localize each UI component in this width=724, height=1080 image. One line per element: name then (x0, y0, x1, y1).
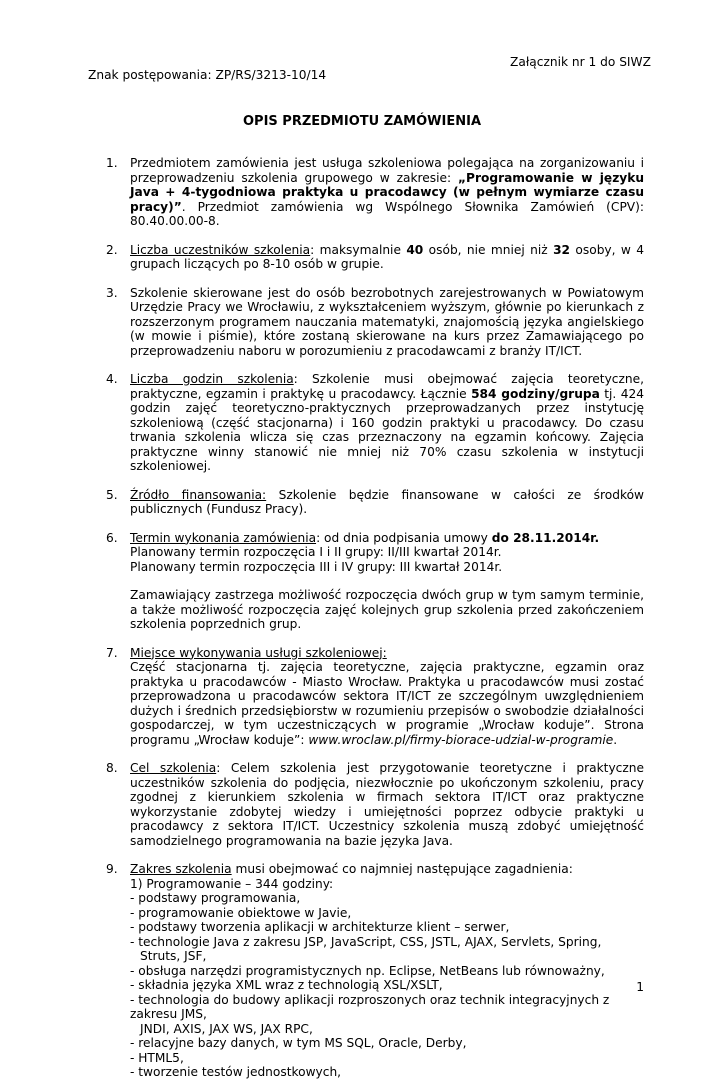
max-participants: 40 (406, 242, 424, 257)
bullet-item: - relacyjne bazy danych, w tym MS SQL, Oracle, Derby, (130, 1036, 467, 1050)
bullet-item: - HTML5, (130, 1050, 184, 1065)
item-number: 4. (106, 372, 118, 386)
list-item-6 (106, 531, 644, 632)
item-heading: Zakres szkolenia (130, 862, 232, 876)
program-url: www.wroclaw.pl/firmy-biorace-udzial-w-programie (308, 732, 614, 747)
item-text: Zamawiający zastrzega możliwość rozpoczęcia dwóch grup w tym samym terminie, a także możliwość rozpoczęcia zajęć kolejnych grup szkolenia przed zakończeniem szkolenia poprzednich grup. (130, 588, 644, 631)
total-hours: 584 godziny/grupa (471, 386, 600, 401)
list-item-8 (106, 761, 644, 848)
bullet-item: - tworzenie testów jednostkowych, (130, 1065, 342, 1079)
list-item-2 (106, 243, 644, 272)
item-text: : Szkolenie musi obejmować zajęcia teoretyczne, praktyczne, egzamin i praktykę u pracodawcy. Łącznie (130, 372, 644, 401)
bullet-item: JNDI, AXIS, JAX WS, JAX RPC, (140, 1021, 313, 1036)
course-name: „Programowanie w języku Java + 4-tygodniowa praktyka u pracodawcy (w pełnym wymiarze czasu pracy)” (130, 170, 645, 214)
bullet-item: - podstawy programowania, (130, 891, 301, 905)
item-number: 5. (106, 487, 118, 502)
requirements-list (106, 156, 644, 1080)
min-participants: 32 (553, 242, 571, 257)
item-text: osoby, w 4 grupach liczących po 8-10 osób w grupie. (130, 242, 645, 271)
item-number: 7. (106, 645, 118, 660)
item-heading: Liczba godzin szkolenia (130, 372, 294, 386)
item-number: 8. (106, 761, 118, 775)
case-number: Znak postępowania: ZP/RS/3213-10/14 (88, 68, 327, 82)
item-number: 2. (106, 242, 118, 257)
bullet-item: Struts, JSF, (140, 949, 207, 963)
bullet-item: - programowanie obiektowe w Javie, (130, 905, 352, 920)
sub-heading: 1) Programowanie – 344 godziny: (130, 876, 334, 891)
item-heading: Termin wykonania zamówienia (130, 530, 317, 545)
list-item-4 (106, 372, 644, 474)
list-item-9 (106, 862, 644, 1080)
item-text: tj. 424 godzin zajęć teoretyczno-praktycznych przeprowadzanych przez instytucję szkoleniową (część stacjonarna) i 160 godzin praktyki u pracodawcy. Do czasu trwania szkolenia wlicza się czas przeznaczony na egzamin końcowy. Zajęcia praktyczne winny stanowić nie mniej niż 70% czasu szkolenia w instytucji szkoleniowej. (130, 386, 644, 473)
bullet-item: - technologie Java z zakresu JSP, JavaScript, CSS, JSTL, AJAX, Servlets, Spring, (130, 934, 602, 949)
list-item-3 (106, 286, 644, 359)
item-text: osób, nie mniej niż (423, 242, 554, 257)
bullet-item: - podstawy tworzenia aplikacji w architekturze klient – serwer, (130, 920, 510, 934)
deadline-date: do 28.11.2014r. (491, 530, 600, 545)
item-text: Przedmiotem zamówienia jest usługa szkoleniowa polegająca na zorganizowaniu i przeprowadzeniu szkolenia grupowego w zakresie: (130, 156, 644, 185)
item-number: 6. (106, 530, 118, 545)
item-heading: Miejsce wykonywania usługi szkoleniowej: (130, 645, 387, 660)
bullet-item: - obsługa narzędzi programistycznych np. Eclipse, NetBeans lub równoważny, (130, 963, 605, 978)
item-text: . Przedmiot zamówienia wg Wspólnego Słownika Zamówień (CPV): 80.40.00.00-8. (130, 199, 644, 228)
item-heading: Źródło finansowania: (130, 487, 267, 502)
item-text: Szkolenie skierowane jest do osób bezrobotnych zarejestrowanych w Powiatowym Urzędzie Pracy we Wrocławiu, z wykształceniem wyższym, głównie po kierunkach z rozszerzonym programem nauczania matematyki, znajomością języka angielskiego (w mowie i piśmie), które zostaną skierowane na kurs przez Zamawiającego po przeprowadzeniu naboru w porozumieniu z pracodawcami z branży IT/ICT. (130, 285, 644, 358)
attachment-label: Załącznik nr 1 do SIWZ (510, 55, 651, 69)
item-text: . (613, 732, 618, 747)
item-heading: Liczba uczestników szkolenia (130, 242, 311, 257)
item-text: Część stacjonarna tj. zajęcia teoretyczne, zajęcia praktyczne, egzamin oraz praktyka u pracodawców - Miasto Wrocław. Praktyka u pracodawców musi zostać przeprowadzona u pracodawców sektora IT/ICT ze szczególnym uwzględnieniem dużych i średnich przedsiębiorstw w rozumieniu przepisów o swobodzie działalności gospodarczej, w tym uczestniczących w programie „Wrocław koduje”. Strona programu „Wrocław koduje”: (130, 660, 644, 747)
list-item-7 (106, 646, 644, 748)
item-text: : Celem szkolenia jest przygotowanie teoretyczne i praktyczne uczestników szkolenia do podjęcia, niezwłocznie po ukończonym szkoleniu, pracy zgodnej z kierunkiem szkolenia w firmach sektora IT/ICT oraz praktyczne wykorzystanie zdobytej wiedzy i umiejętności poprzez odbycie praktyki u pracodawcy z sektora IT/ICT. Uczestnicy szkolenia muszą zdobyć umiejętność samodzielnego programowania na bazie języka Java. (130, 761, 644, 848)
item-text: Szkolenie będzie finansowane w całości ze środków publicznych (Fundusz Pracy). (130, 487, 644, 516)
list-item-5 (106, 488, 644, 517)
page-number: 1 (636, 980, 644, 994)
bullet-item: - składnia języka XML wraz z technologią XSL/XSLT, (130, 978, 443, 992)
page-title: OPIS PRZEDMIOTU ZAMÓWIENIA (242, 114, 482, 129)
item-heading: Cel szkolenia (130, 761, 217, 775)
item-number: 3. (106, 285, 118, 300)
schedule-line: Planowany termin rozpoczęcia III i IV grupy: III kwartał 2014r. (130, 559, 503, 574)
item-text: : od dnia podpisania umowy (316, 530, 492, 545)
bullet-item: - technologia do budowy aplikacji rozproszonych oraz technik integracyjnych z zakresu JMS, (130, 992, 610, 1021)
list-item-1 (106, 156, 644, 229)
item-number: 1. (106, 156, 118, 170)
item-text: : maksymalnie (310, 242, 407, 257)
item-text: musi obejmować co najmniej następujące zagadnienia: (231, 862, 573, 876)
item-number: 9. (106, 862, 118, 876)
schedule-line: Planowany termin rozpoczęcia I i II grupy: II/III kwartał 2014r. (130, 545, 502, 559)
